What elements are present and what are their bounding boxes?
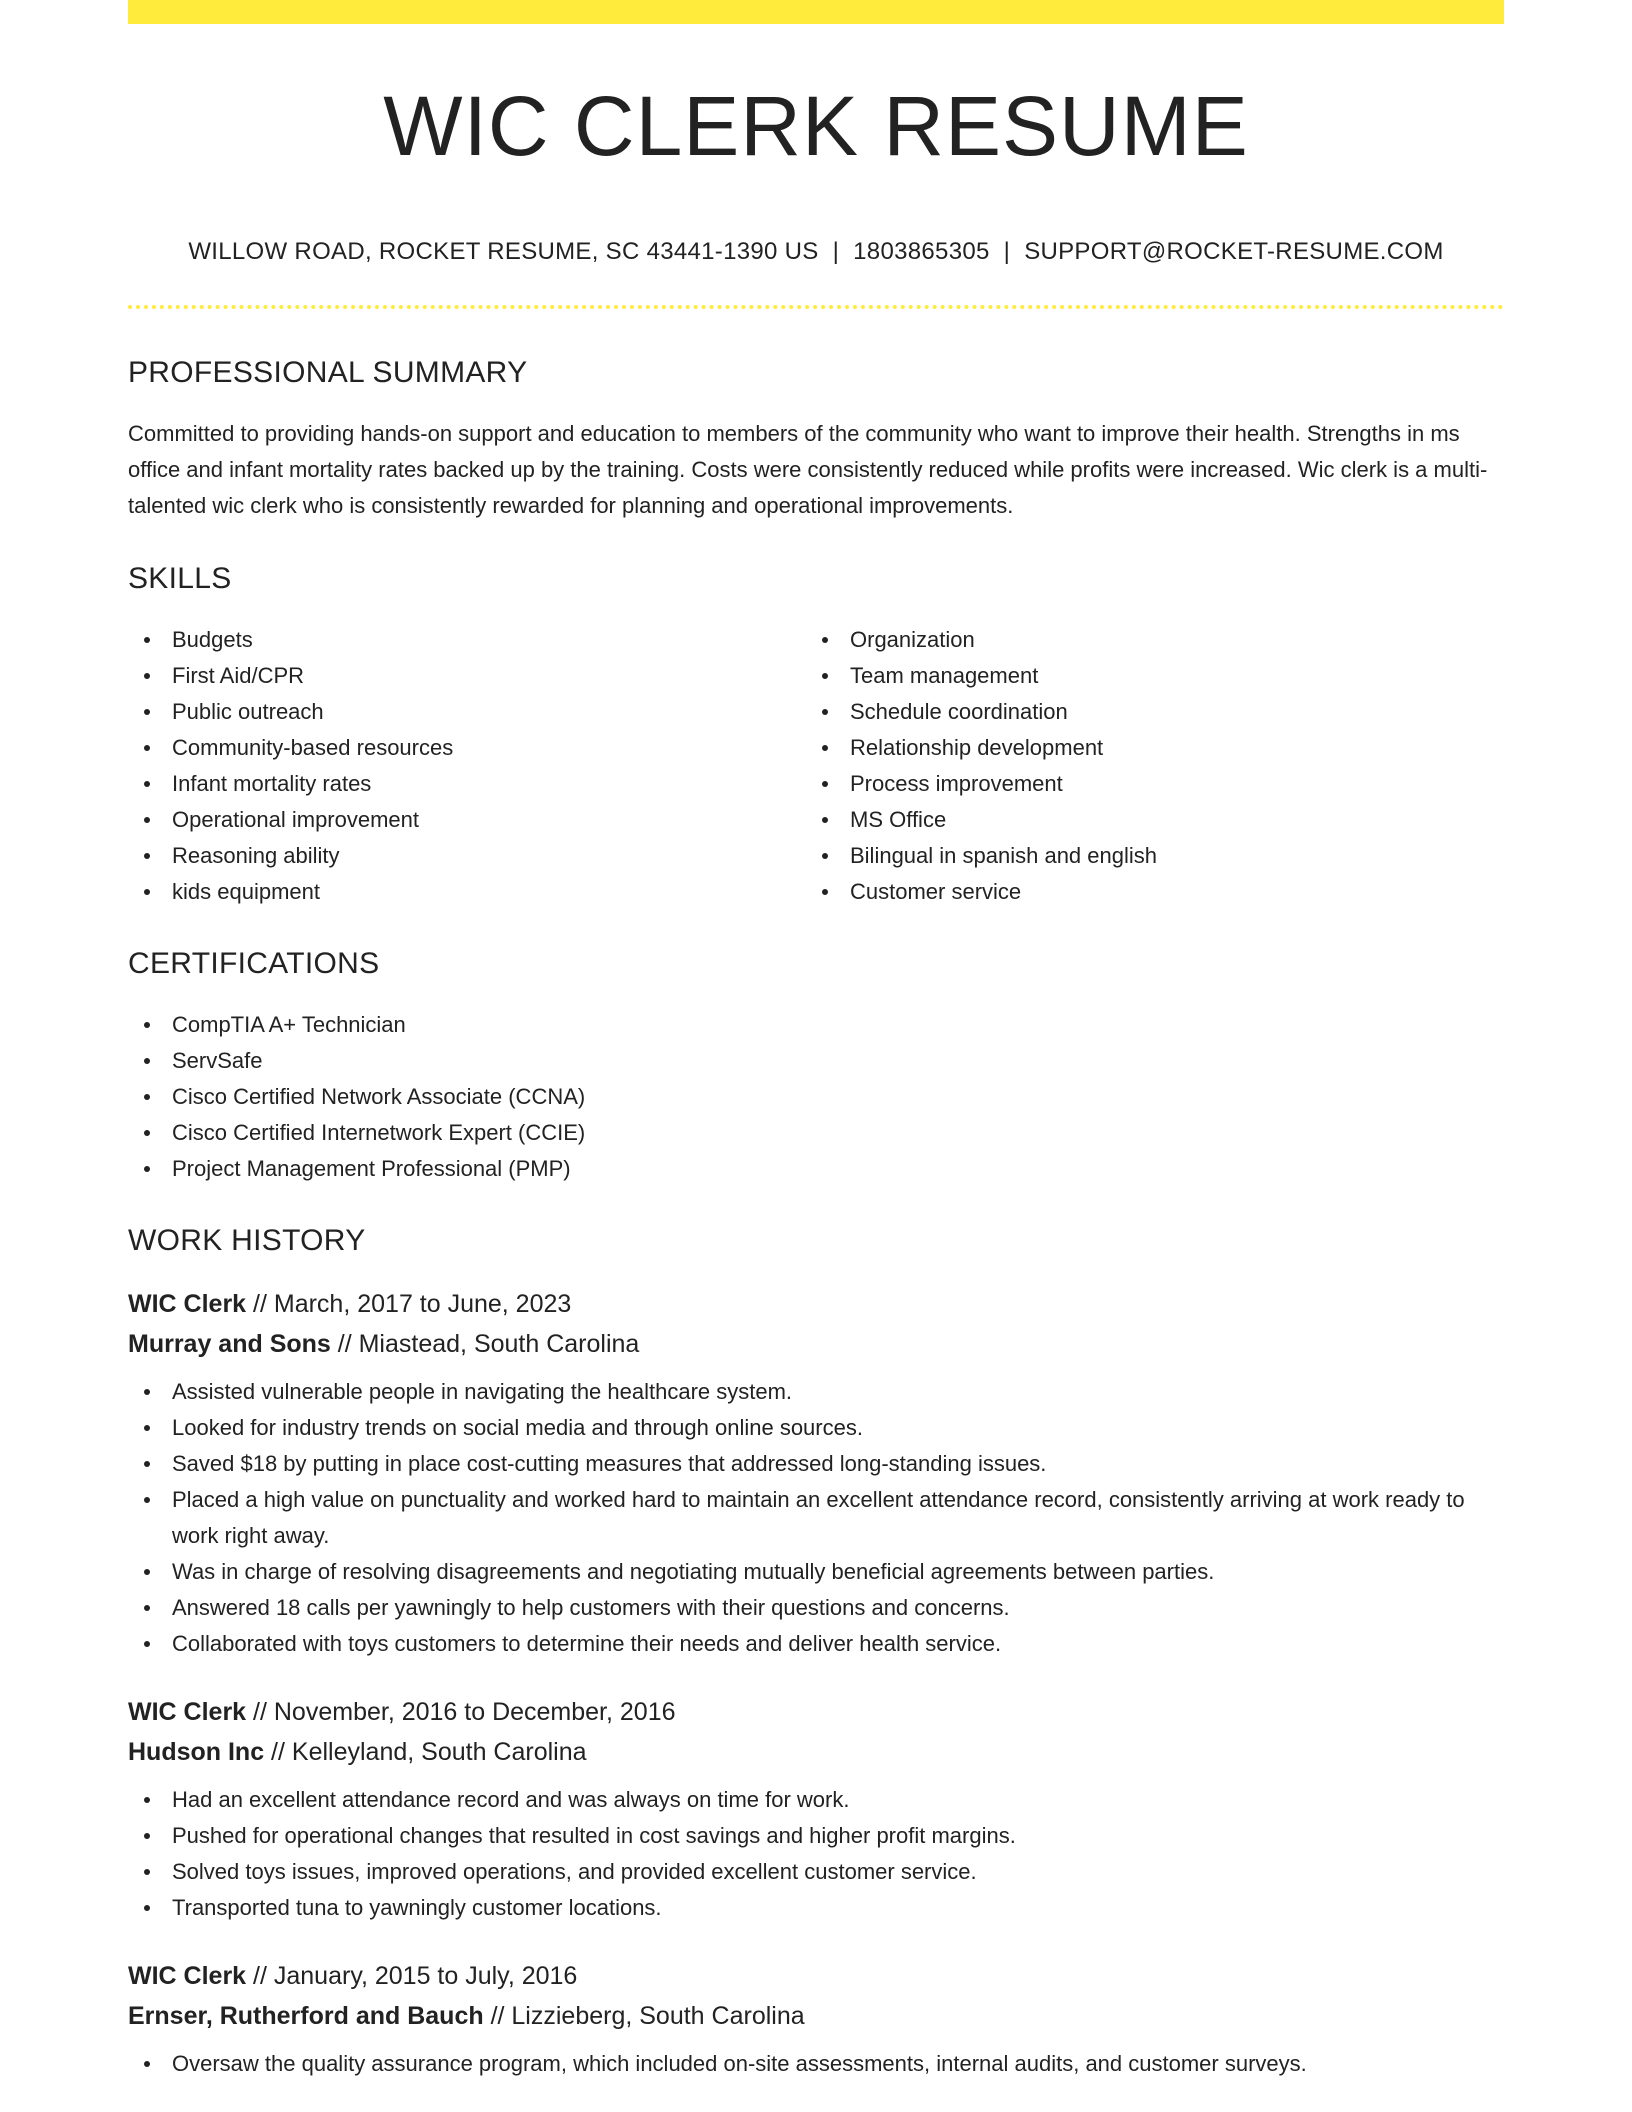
job-location: // Kelleyland, South Carolina: [264, 1738, 587, 1766]
skills-heading: SKILLS: [128, 562, 232, 595]
list-item: Transported tuna to yawningly customer locations.: [128, 1890, 1504, 1926]
list-item: Infant mortality rates: [128, 766, 806, 802]
job-location: // Miastead, South Carolina: [330, 1330, 640, 1358]
list-item: ServSafe: [128, 1043, 1504, 1079]
job-title: WIC Clerk: [128, 1962, 247, 1990]
job-bullet-list: [128, 1782, 1504, 1926]
job-company: Ernser, Rutherford and Bauch: [128, 2002, 484, 2030]
job-dates: // November, 2016 to December, 2016: [246, 1698, 676, 1726]
job-bullet-list: [128, 2046, 1504, 2082]
list-item: Had an excellent attendance record and was always on time for work.: [128, 1782, 1504, 1818]
job-bullet-list: [128, 1374, 1504, 1662]
list-item: Organization: [806, 622, 1484, 658]
job-entry: [128, 1956, 1504, 2082]
skills-list-right: [806, 622, 1484, 910]
list-item: Was in charge of resolving disagreements and negotiating mutually beneficial agreements between parties.: [128, 1554, 1504, 1590]
list-item: Cisco Certified Network Associate (CCNA): [128, 1079, 1504, 1115]
job-company-line: [128, 1732, 1504, 1772]
list-item: Reasoning ability: [128, 838, 806, 874]
list-item: CompTIA A+ Technician: [128, 1007, 1504, 1043]
resume-page: [128, 0, 1504, 2082]
job-entry: [128, 1284, 1504, 1662]
resume-title: WIC CLERK RESUME: [383, 79, 1249, 173]
list-item: Relationship development: [806, 730, 1484, 766]
accent-top-bar: [128, 0, 1504, 24]
contact-separator: |: [1003, 238, 1011, 265]
job-dates: // March, 2017 to June, 2023: [246, 1290, 572, 1318]
certifications-heading: CERTIFICATIONS: [128, 947, 380, 980]
skills-list-left: [128, 622, 806, 910]
job-title-line: [128, 1956, 1504, 1996]
certifications-list: [128, 1007, 1504, 1187]
header-divider: [128, 305, 1504, 309]
job-company-line: [128, 1324, 1504, 1364]
contact-phone: 1803865305: [853, 238, 990, 265]
list-item: Saved $18 by putting in place cost-cutting measures that addressed long-standing issues.: [128, 1446, 1504, 1482]
list-item: Solved toys issues, improved operations, and provided excellent customer service.: [128, 1854, 1504, 1890]
contact-address: WILLOW ROAD, ROCKET RESUME, SC 43441-1390 US: [188, 238, 819, 265]
list-item: Team management: [806, 658, 1484, 694]
list-item: Cisco Certified Internetwork Expert (CCIE): [128, 1115, 1504, 1151]
list-item: Oversaw the quality assurance program, which included on-site assessments, internal audits, and customer surveys.: [128, 2046, 1504, 2082]
list-item: kids equipment: [128, 874, 806, 910]
job-location: // Lizzieberg, South Carolina: [483, 2002, 805, 2030]
job-title: WIC Clerk: [128, 1698, 247, 1726]
list-item: MS Office: [806, 802, 1484, 838]
job-company: Murray and Sons: [128, 1330, 331, 1358]
job-title-line: [128, 1284, 1504, 1324]
work-history-heading: WORK HISTORY: [128, 1224, 366, 1257]
list-item: Pushed for operational changes that resulted in cost savings and higher profit margins.: [128, 1818, 1504, 1854]
job-entry: [128, 1692, 1504, 1926]
list-item: Looked for industry trends on social media and through online sources.: [128, 1410, 1504, 1446]
list-item: Customer service: [806, 874, 1484, 910]
list-item: Public outreach: [128, 694, 806, 730]
contact-email: SUPPORT@ROCKET-RESUME.COM: [1024, 238, 1444, 265]
list-item: Assisted vulnerable people in navigating the healthcare system.: [128, 1374, 1504, 1410]
list-item: Community-based resources: [128, 730, 806, 766]
contact-line: [128, 238, 1504, 266]
summary-heading: PROFESSIONAL SUMMARY: [128, 356, 528, 389]
skills-grid: [128, 622, 1504, 910]
list-item: Answered 18 calls per yawningly to help customers with their questions and concerns.: [128, 1590, 1504, 1626]
summary-text: Committed to providing hands-on support and education to members of the community who want to improve their health. Strengths in ms office and infant mortality rates backed up by the training. Costs were consistently reduced while profits were increased. Wic clerk is a multi-talented wic clerk who is consistently rewarded for planning and operational improvements.: [128, 421, 1488, 518]
job-company: Hudson Inc: [128, 1738, 265, 1766]
job-company-line: [128, 1996, 1504, 2036]
job-title-line: [128, 1692, 1504, 1732]
list-item: Placed a high value on punctuality and worked hard to maintain an excellent attendance record, consistently arriving at work ready to work right away.: [128, 1482, 1504, 1554]
list-item: Bilingual in spanish and english: [806, 838, 1484, 874]
list-item: Collaborated with toys customers to determine their needs and deliver health service.: [128, 1626, 1504, 1662]
list-item: Process improvement: [806, 766, 1484, 802]
contact-separator: |: [832, 238, 840, 265]
list-item: Operational improvement: [128, 802, 806, 838]
list-item: Schedule coordination: [806, 694, 1484, 730]
work-history-list: [128, 1284, 1504, 2082]
list-item: Project Management Professional (PMP): [128, 1151, 1504, 1187]
job-title: WIC Clerk: [128, 1290, 247, 1318]
list-item: First Aid/CPR: [128, 658, 806, 694]
list-item: Budgets: [128, 622, 806, 658]
job-dates: // January, 2015 to July, 2016: [246, 1962, 578, 1990]
